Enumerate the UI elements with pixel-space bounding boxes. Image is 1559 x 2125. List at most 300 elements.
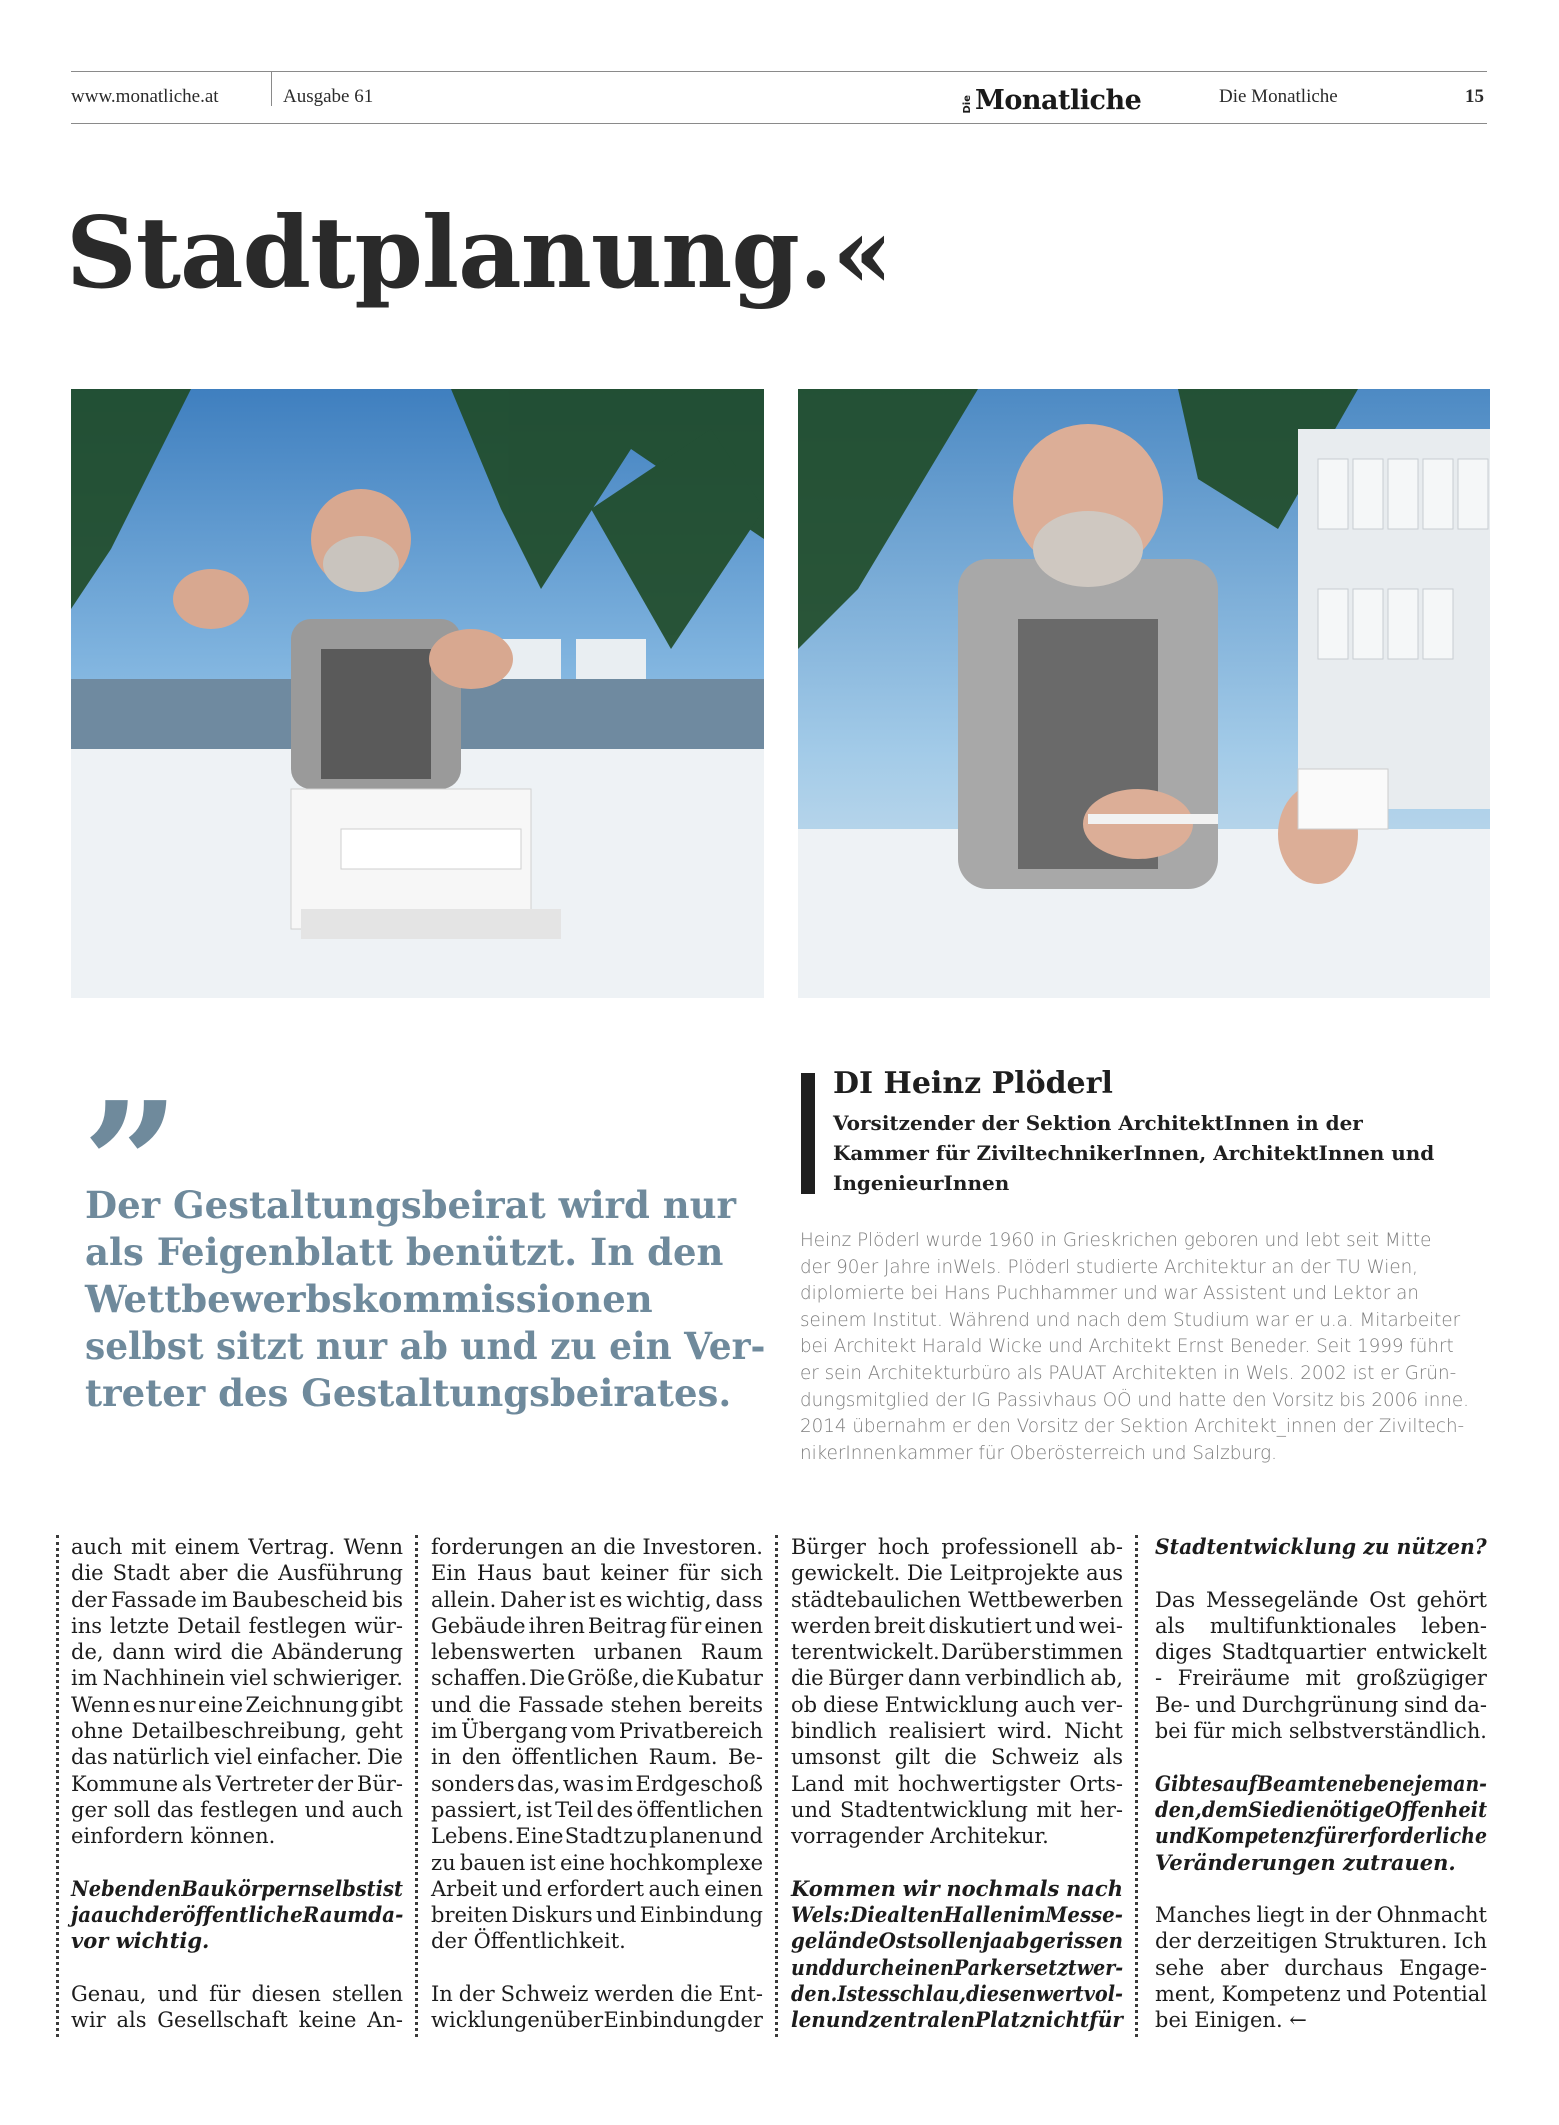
word: wir — [902, 1875, 940, 1901]
bio-text-line: seinem Institut. Während und nach dem Studium war er u.a. Mitarbeiter — [800, 1309, 1461, 1331]
word: professionell — [941, 1535, 1078, 1559]
word: es — [599, 1587, 623, 1612]
article-column-1 — [71, 1534, 403, 2034]
question-line — [791, 1981, 1123, 2007]
word: öffentliche — [182, 1902, 303, 1928]
word: ja — [982, 1928, 1003, 1954]
word: die — [944, 1745, 977, 1770]
word: und — [825, 2007, 869, 2033]
word: Leitprojekte — [949, 1561, 1080, 1586]
logo-name: Monatliche — [975, 85, 1142, 116]
body-line — [791, 1665, 1123, 1691]
word: geht — [355, 1719, 403, 1744]
word: öffentlichen — [636, 1797, 763, 1822]
question-line — [1155, 1823, 1487, 1849]
word: erfordert — [546, 1876, 645, 1901]
word: den — [461, 1745, 502, 1770]
word: Lebens. — [431, 1824, 515, 1849]
word: Ent- — [718, 1982, 763, 2007]
body-line — [431, 1902, 763, 1928]
word: im — [1017, 1902, 1046, 1928]
word: Park — [953, 1954, 1004, 1980]
word: vom — [571, 1719, 616, 1744]
word: da- — [368, 1902, 404, 1928]
word: Platz — [975, 2007, 1032, 2033]
word: Ein — [431, 1561, 467, 1586]
word: diesen — [251, 1982, 321, 2007]
word: Bür- — [356, 1771, 403, 1796]
body-line — [71, 1981, 403, 2007]
question-line — [71, 1902, 403, 1928]
word: und — [431, 1692, 472, 1717]
word: die — [478, 1692, 512, 1717]
word: als — [1155, 1613, 1186, 1638]
word: und — [157, 1982, 199, 2007]
word: diges — [1155, 1640, 1212, 1665]
word: Kompetenz — [1221, 1982, 1341, 2007]
question-line — [791, 1928, 1123, 1954]
word: aus — [1086, 1561, 1123, 1586]
word: Baubescheid — [231, 1587, 368, 1612]
photo-right — [798, 389, 1490, 998]
word: derzeitigen — [1196, 1929, 1318, 1954]
word: realisiert — [888, 1719, 986, 1744]
word: Eine — [515, 1824, 564, 1849]
body-line — [71, 2007, 403, 2033]
word: ersetzt — [1003, 1954, 1077, 1980]
word: festlegen — [248, 1613, 347, 1638]
word: die — [236, 1561, 270, 1586]
word: Gesellschaft — [157, 2008, 288, 2033]
word: und — [722, 1824, 763, 1849]
word: len — [791, 2007, 826, 2033]
word: werden — [594, 1982, 675, 2007]
word: als — [181, 1771, 212, 1796]
word: wicklungen — [431, 2008, 554, 2033]
body-line — [1155, 1613, 1487, 1639]
word: Schweiz — [500, 1982, 589, 2007]
word: gilt — [894, 1745, 931, 1770]
quote-mark-icon: ” — [82, 1080, 180, 1190]
word: einen — [704, 1613, 763, 1638]
word: an — [570, 1535, 597, 1559]
word: aber — [178, 1561, 228, 1586]
body-line — [431, 1534, 763, 1560]
body-line — [71, 1744, 403, 1770]
word: urbanen — [593, 1640, 683, 1665]
word: selbst — [311, 1875, 376, 1901]
body-line — [431, 1876, 763, 1902]
word: mit — [1036, 1797, 1072, 1822]
word: des — [596, 1797, 634, 1822]
word: wird — [173, 1640, 223, 1665]
word: im — [606, 1771, 634, 1796]
article-column-3 — [791, 1534, 1123, 2034]
column-divider — [775, 1535, 778, 2037]
word: Ich — [1453, 1929, 1487, 1954]
body-line — [431, 1665, 763, 1691]
word: letzte — [109, 1613, 170, 1638]
word: Arbeit — [431, 1876, 498, 1901]
body-line: vorragender Architekur. — [791, 1824, 1049, 1849]
word: Nicht — [1064, 1719, 1123, 1744]
word: Manches — [1155, 1903, 1252, 1928]
word: und — [501, 1876, 543, 1901]
word: und — [1346, 1982, 1387, 2007]
body-line — [431, 1613, 763, 1639]
word: nur — [158, 1692, 196, 1717]
word: Potential — [1392, 1982, 1487, 2007]
body-line — [1155, 1981, 1487, 2007]
word: und — [1155, 1823, 1196, 1849]
word: und — [791, 1797, 832, 1822]
body-line — [71, 1560, 403, 1586]
word: wertvol- — [1035, 1981, 1123, 2007]
word: Raum — [302, 1902, 369, 1928]
word: keine — [298, 2008, 357, 2033]
question-line: vor wichtig. — [71, 1928, 210, 1954]
word: Einbindung — [639, 1903, 763, 1928]
word: forderungen — [431, 1535, 564, 1559]
body-line — [71, 1692, 403, 1718]
word: im — [71, 1666, 98, 1691]
word: Entwicklung — [884, 1692, 1019, 1717]
word: diskutiert — [928, 1613, 1032, 1638]
word: ist — [529, 1850, 556, 1875]
word: breit — [874, 1613, 926, 1638]
word: die — [680, 1982, 713, 2007]
word: Wenn — [71, 1692, 131, 1717]
word: Messegelände — [1205, 1587, 1359, 1612]
body-line — [791, 1613, 1123, 1639]
word: planen — [649, 1824, 722, 1849]
word: einem — [174, 1535, 240, 1559]
word: auch — [1024, 1692, 1076, 1717]
publication-logo — [963, 80, 1141, 114]
word: festlegen — [200, 1797, 299, 1822]
paragraph-gap — [1155, 1744, 1487, 1770]
word: öffentlichen — [511, 1745, 639, 1770]
pull-quote-line: als Feigenblatt benützt. In den — [85, 1230, 724, 1274]
word: wird. — [997, 1719, 1053, 1744]
word: abgerissen — [1002, 1928, 1124, 1954]
word: einen — [704, 1876, 763, 1901]
body-line — [71, 1665, 403, 1691]
body-line — [431, 1639, 763, 1665]
word: Kommen — [791, 1875, 896, 1901]
word: Genau, — [71, 1982, 147, 2007]
bio-text-line: dungsmitglied der IG Passivhaus OÖ und hatte den Vorsitz bis 2006 inne. — [800, 1389, 1469, 1411]
bio-text-line: diplomierte bei Hans Puchhammer und war Assistent und Lektor an — [800, 1283, 1419, 1305]
word: Größe, — [567, 1666, 640, 1691]
bio-text-line: Heinz Plöderl wurde 1960 in Grieskrichen geboren und lebt seit Mitte — [800, 1230, 1432, 1251]
paragraph-gap — [791, 1850, 1123, 1876]
word: sich — [720, 1561, 763, 1586]
word: An- — [367, 2008, 403, 2033]
word: ist — [526, 1797, 552, 1822]
body-line — [1155, 1587, 1487, 1613]
word: Die — [906, 1561, 943, 1586]
word: wei- — [1078, 1613, 1123, 1638]
word: Sie — [1248, 1796, 1283, 1822]
word: Ost — [878, 1928, 917, 1954]
word: Bürger — [791, 1535, 866, 1559]
word: auch — [91, 1902, 146, 1928]
word: Darüber — [941, 1640, 1030, 1665]
body-line — [791, 1718, 1123, 1744]
word: der — [1155, 1929, 1191, 1954]
word: de, — [71, 1640, 104, 1665]
question-line — [71, 1876, 403, 1902]
word: entwickelt — [1375, 1640, 1487, 1665]
word: einen — [894, 1954, 954, 1980]
word: Baukörpern — [181, 1875, 312, 1901]
word: und — [1034, 1613, 1076, 1638]
word: den, — [1155, 1796, 1202, 1822]
bio-text-line: bei Architekt Harald Wicke und Architekt Ernst Beneder. Seit 1999 führt — [800, 1336, 1454, 1358]
word: Die — [529, 1666, 566, 1691]
word: Wenn — [343, 1535, 403, 1559]
word: passiert, — [431, 1797, 523, 1822]
paragraph-gap — [1155, 1876, 1487, 1902]
word: Die — [366, 1745, 403, 1770]
bio-text-line: 2014 übernahm er den Vorsitz der Sektion Architekt_innen der Ziviltech- — [800, 1416, 1465, 1438]
paragraph-gap — [71, 1955, 403, 1981]
word: für — [669, 1613, 702, 1638]
word: ist — [375, 1875, 403, 1901]
page-number: 15 — [1465, 86, 1484, 107]
body-line — [431, 1718, 763, 1744]
person-gesturing-over-architecture-model-icon — [71, 389, 764, 998]
word: sollen — [916, 1928, 983, 1954]
word: soll — [113, 1797, 151, 1822]
word: Ist — [837, 1981, 867, 2007]
word: der — [145, 1902, 183, 1928]
word: die — [641, 1666, 675, 1691]
article-column-2 — [431, 1534, 763, 2034]
header-website[interactable]: www.monatliche.at — [71, 86, 219, 107]
word: werden — [791, 1613, 871, 1638]
column-divider — [1135, 1535, 1138, 2037]
word: der — [1335, 1903, 1372, 1928]
word: Wels: — [791, 1902, 851, 1928]
word: mit — [130, 1535, 167, 1559]
word: bis — [372, 1587, 403, 1612]
word: Neben — [71, 1875, 142, 1901]
bio-text — [800, 1228, 1490, 1467]
body-line — [791, 1692, 1123, 1718]
word: bereits — [688, 1692, 763, 1717]
word: Einbindung — [603, 2008, 727, 2033]
word: auch — [351, 1797, 403, 1822]
bio-role-line: Kammer für ZiviltechnikerInnen, ArchitektInnen und — [833, 1141, 1435, 1165]
body-line — [1155, 1928, 1487, 1954]
word: der — [727, 2008, 763, 2033]
word: Zeichnung — [245, 1692, 359, 1717]
word: durch — [832, 1954, 895, 1980]
paragraph-gap — [1155, 1560, 1487, 1586]
word: Erdgeschoß — [635, 1771, 763, 1796]
word: ment, — [1155, 1982, 1216, 2007]
word: ohne — [71, 1719, 124, 1744]
word: Freiräume — [1177, 1666, 1290, 1691]
word: Stadtentwicklung — [839, 1797, 1028, 1822]
word: der — [458, 1982, 495, 2007]
word: Ausführung — [278, 1561, 403, 1586]
word: diesen — [966, 1981, 1036, 2007]
body-line — [1155, 1902, 1487, 1928]
word: Stadt — [112, 1561, 170, 1586]
word: Privatbereich — [618, 1719, 763, 1744]
word: Schweiz — [990, 1745, 1079, 1770]
word: Übergang — [461, 1719, 568, 1744]
word: sind — [1403, 1692, 1449, 1717]
pull-quote-line: Der Gestaltungsbeirat wird nur — [85, 1183, 737, 1227]
body-line — [791, 1560, 1123, 1586]
word: erforderliche — [1347, 1823, 1487, 1849]
word: wür- — [354, 1613, 403, 1638]
page-title: Stadtplanung.« — [66, 196, 893, 311]
word: multifunktionales — [1209, 1613, 1397, 1638]
word: nach — [1066, 1875, 1123, 1901]
word: ab- — [1089, 1535, 1123, 1559]
word: breiten — [431, 1903, 509, 1928]
body-line — [1155, 1955, 1487, 1981]
word: Strukturen. — [1323, 1929, 1448, 1954]
question-line — [791, 1902, 1123, 1928]
word: in — [431, 1745, 452, 1770]
word: keiner — [600, 1561, 669, 1586]
body-line — [791, 1587, 1123, 1613]
word: auch — [71, 1535, 123, 1559]
body-line — [1155, 1639, 1487, 1665]
word: In — [431, 1982, 453, 2007]
word: den. — [791, 1981, 838, 2007]
word: Engage- — [1399, 1955, 1487, 1980]
word: her- — [1079, 1797, 1123, 1822]
word: über — [553, 2008, 604, 2033]
word: und — [596, 1903, 637, 1928]
word: die — [603, 1535, 636, 1559]
body-line — [71, 1771, 403, 1797]
word: ins — [71, 1613, 103, 1638]
word: verbindlich — [965, 1666, 1086, 1691]
word: hoch — [877, 1535, 930, 1559]
word: die — [230, 1640, 264, 1665]
word: stellen — [331, 1982, 403, 2007]
paragraph-gap — [71, 1850, 403, 1876]
word: was — [562, 1771, 605, 1796]
word: dem — [1201, 1796, 1249, 1822]
word: den — [141, 1875, 182, 1901]
word: Stadt — [564, 1824, 622, 1849]
word: schwieriger. — [272, 1666, 403, 1691]
word: Diskurs — [511, 1903, 593, 1928]
word: das — [71, 1745, 108, 1770]
word: umsonst — [791, 1745, 881, 1770]
article-column-4 — [1155, 1534, 1487, 2034]
word: die — [791, 1666, 824, 1691]
word: im — [200, 1587, 228, 1612]
word: Land — [791, 1771, 845, 1796]
word: Messe- — [1045, 1902, 1123, 1928]
body-line — [431, 1692, 763, 1718]
word: nötige — [1315, 1796, 1385, 1822]
word: Kompetenz — [1195, 1823, 1316, 1849]
word: der — [71, 1587, 107, 1612]
body-line: der Öffentlichkeit. — [431, 1929, 626, 1954]
word: und — [1195, 1692, 1237, 1717]
body-line — [71, 1613, 403, 1639]
word: mit — [1305, 1666, 1341, 1691]
bio-text-line: er sein Architekturbüro als PAUAT Architekten in Wels. 2002 ist er Grün- — [800, 1362, 1457, 1384]
word: gelände — [791, 1928, 879, 1954]
word: schlau, — [889, 1981, 966, 2007]
word: Daher — [500, 1587, 566, 1612]
word: Detailbeschreibung, — [131, 1719, 347, 1744]
word: wir — [71, 2008, 106, 2033]
header-top-rule — [71, 71, 1487, 72]
word: wer- — [1076, 1954, 1124, 1980]
word: Hallen — [943, 1902, 1018, 1928]
word: Durchgrünung — [1241, 1692, 1399, 1717]
body-line — [431, 1560, 763, 1586]
word: liegt — [1256, 1903, 1305, 1928]
word: als — [1092, 1745, 1123, 1770]
body-line — [71, 1718, 403, 1744]
header-issue: Ausgabe 61 — [283, 86, 374, 107]
word: für — [1089, 2007, 1123, 2033]
body-line — [791, 1744, 1123, 1770]
word: durchaus — [1284, 1955, 1384, 1980]
word: und — [304, 1797, 346, 1822]
word: Beitrag — [587, 1613, 667, 1638]
body-line — [71, 1639, 403, 1665]
photo-left — [71, 389, 764, 998]
person-holding-pen-and-model-icon — [798, 389, 1490, 998]
body-line — [791, 1797, 1123, 1823]
word: in — [1309, 1903, 1330, 1928]
word: Fassade — [111, 1587, 197, 1612]
word: viel — [230, 1666, 268, 1691]
word: es — [866, 1981, 890, 2007]
word: leben- — [1421, 1613, 1487, 1638]
header-publication: Die Monatliche — [1219, 86, 1338, 107]
pull-quote — [85, 1182, 765, 1417]
word: sonders — [431, 1771, 515, 1796]
word: Fassade — [518, 1692, 604, 1717]
body-line — [431, 1981, 763, 2007]
body-line: einfordern können. — [71, 1824, 276, 1849]
word: die — [71, 1561, 104, 1586]
word: terentwickelt. — [791, 1640, 940, 1665]
word: ob — [791, 1692, 818, 1717]
word: es — [1200, 1770, 1223, 1796]
word: Kommune — [71, 1771, 179, 1796]
word: jeman- — [1414, 1770, 1487, 1796]
body-line — [791, 1639, 1123, 1665]
word: gibt — [360, 1692, 403, 1717]
word: Die — [850, 1902, 888, 1928]
word: Raum. — [648, 1745, 718, 1770]
word: Gebäude — [431, 1613, 526, 1638]
word: Orts- — [1069, 1771, 1123, 1796]
body-line — [1155, 1692, 1487, 1718]
word: nicht — [1031, 2007, 1090, 2033]
body-line — [431, 1587, 763, 1613]
word: die — [1282, 1796, 1316, 1822]
word: mit — [853, 1771, 889, 1796]
